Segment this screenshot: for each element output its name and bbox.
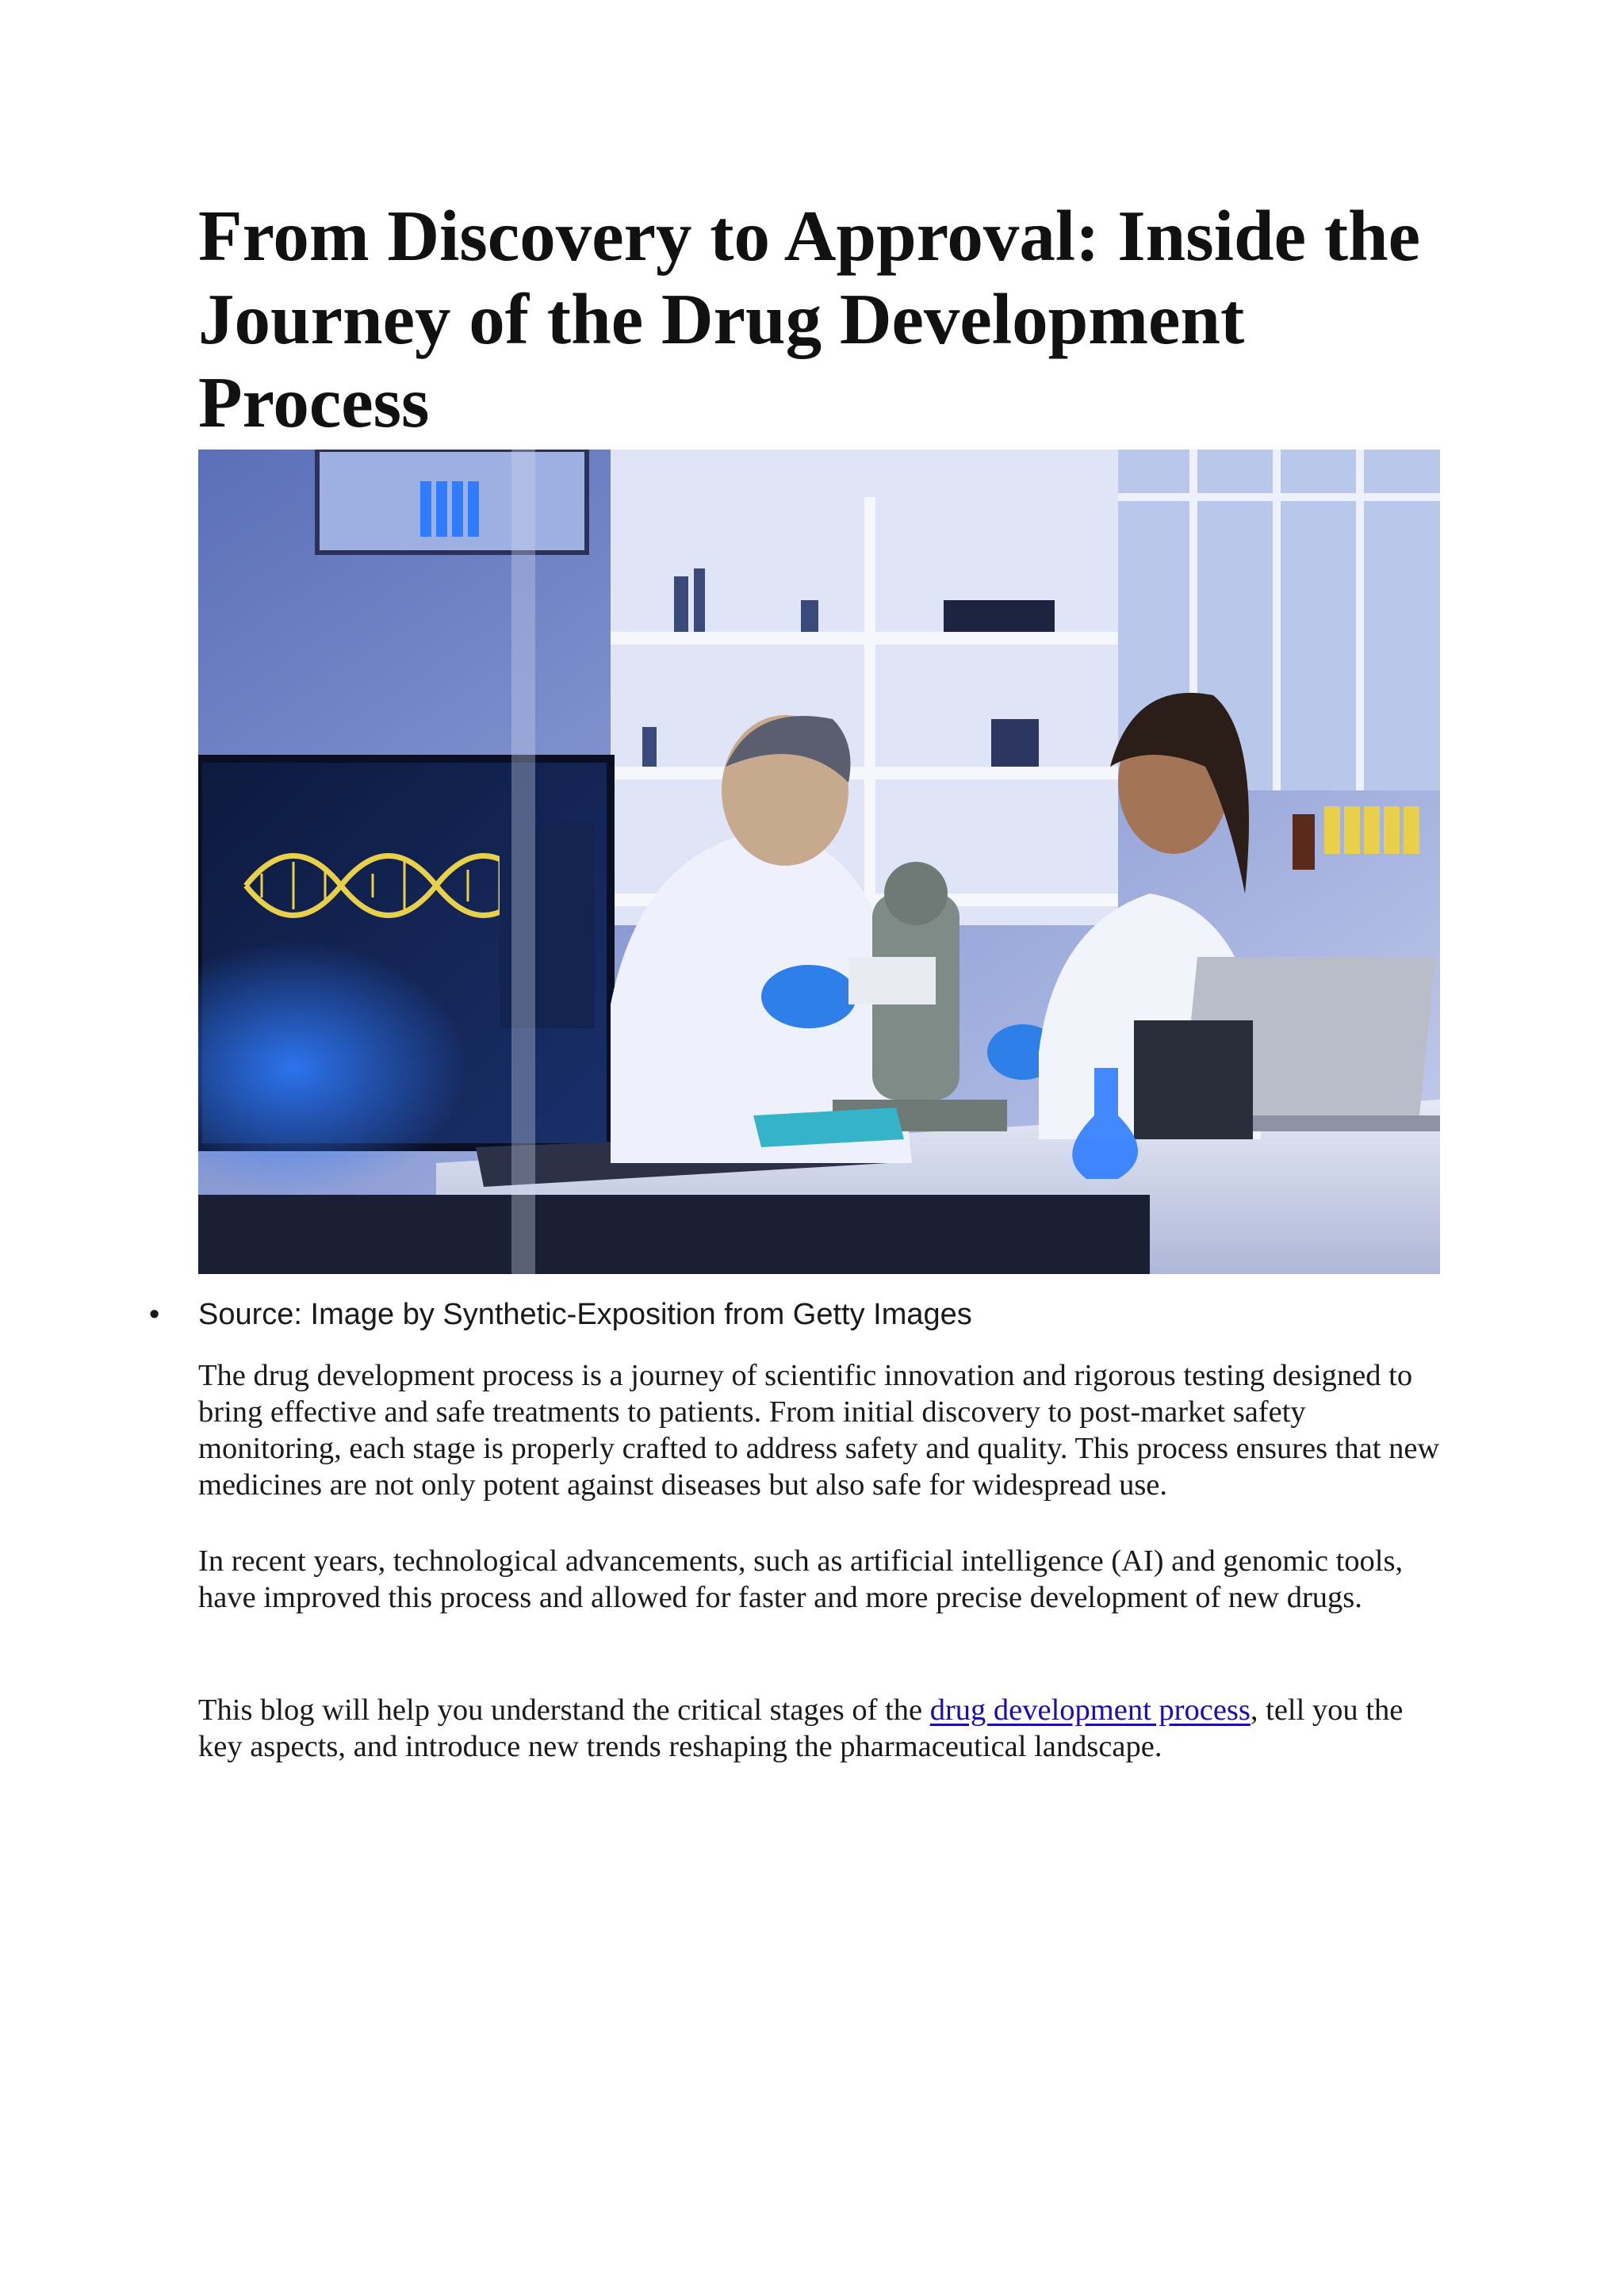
lab-photo-illustration (198, 450, 1440, 1274)
intro-paragraph: The drug development process is a journey of scientific innovation and rigorous testing designed to bring effective and safe treatments to patients. From initial discovery to post-market safety monitoring, each stage is properly crafted to address safety and quality. This process ensures that new medicines are not only potent against diseases but also safe for widespread use. (198, 1359, 1440, 1502)
paragraph-3-tail: , tell you the key aspects, and introduce new trends reshaping the pharmaceutical landscape. (198, 1693, 1404, 1763)
image-caption-list (149, 1295, 972, 1334)
article-title: From Discovery to Approval: Inside the Journey of the Drug Development Process (198, 196, 1421, 442)
drug-development-process-link[interactable]: drug development process (929, 1693, 1251, 1727)
image-source-text: Source: Image by Synthetic-Exposition from Getty Images (198, 1298, 972, 1331)
bullet-icon: • (149, 1298, 160, 1331)
blog-overview-paragraph (198, 1692, 1451, 1765)
technology-paragraph: In recent years, technological advancements, such as artificial intelligence (AI) and genomic tools, have improved this process and allowed for faster and more precise development of new drugs. (198, 1544, 1404, 1614)
hero-image (198, 450, 1440, 1274)
paragraph-3-lead: This blog will help you understand the critical stages of the (198, 1693, 930, 1727)
image-source-caption (149, 1295, 972, 1334)
